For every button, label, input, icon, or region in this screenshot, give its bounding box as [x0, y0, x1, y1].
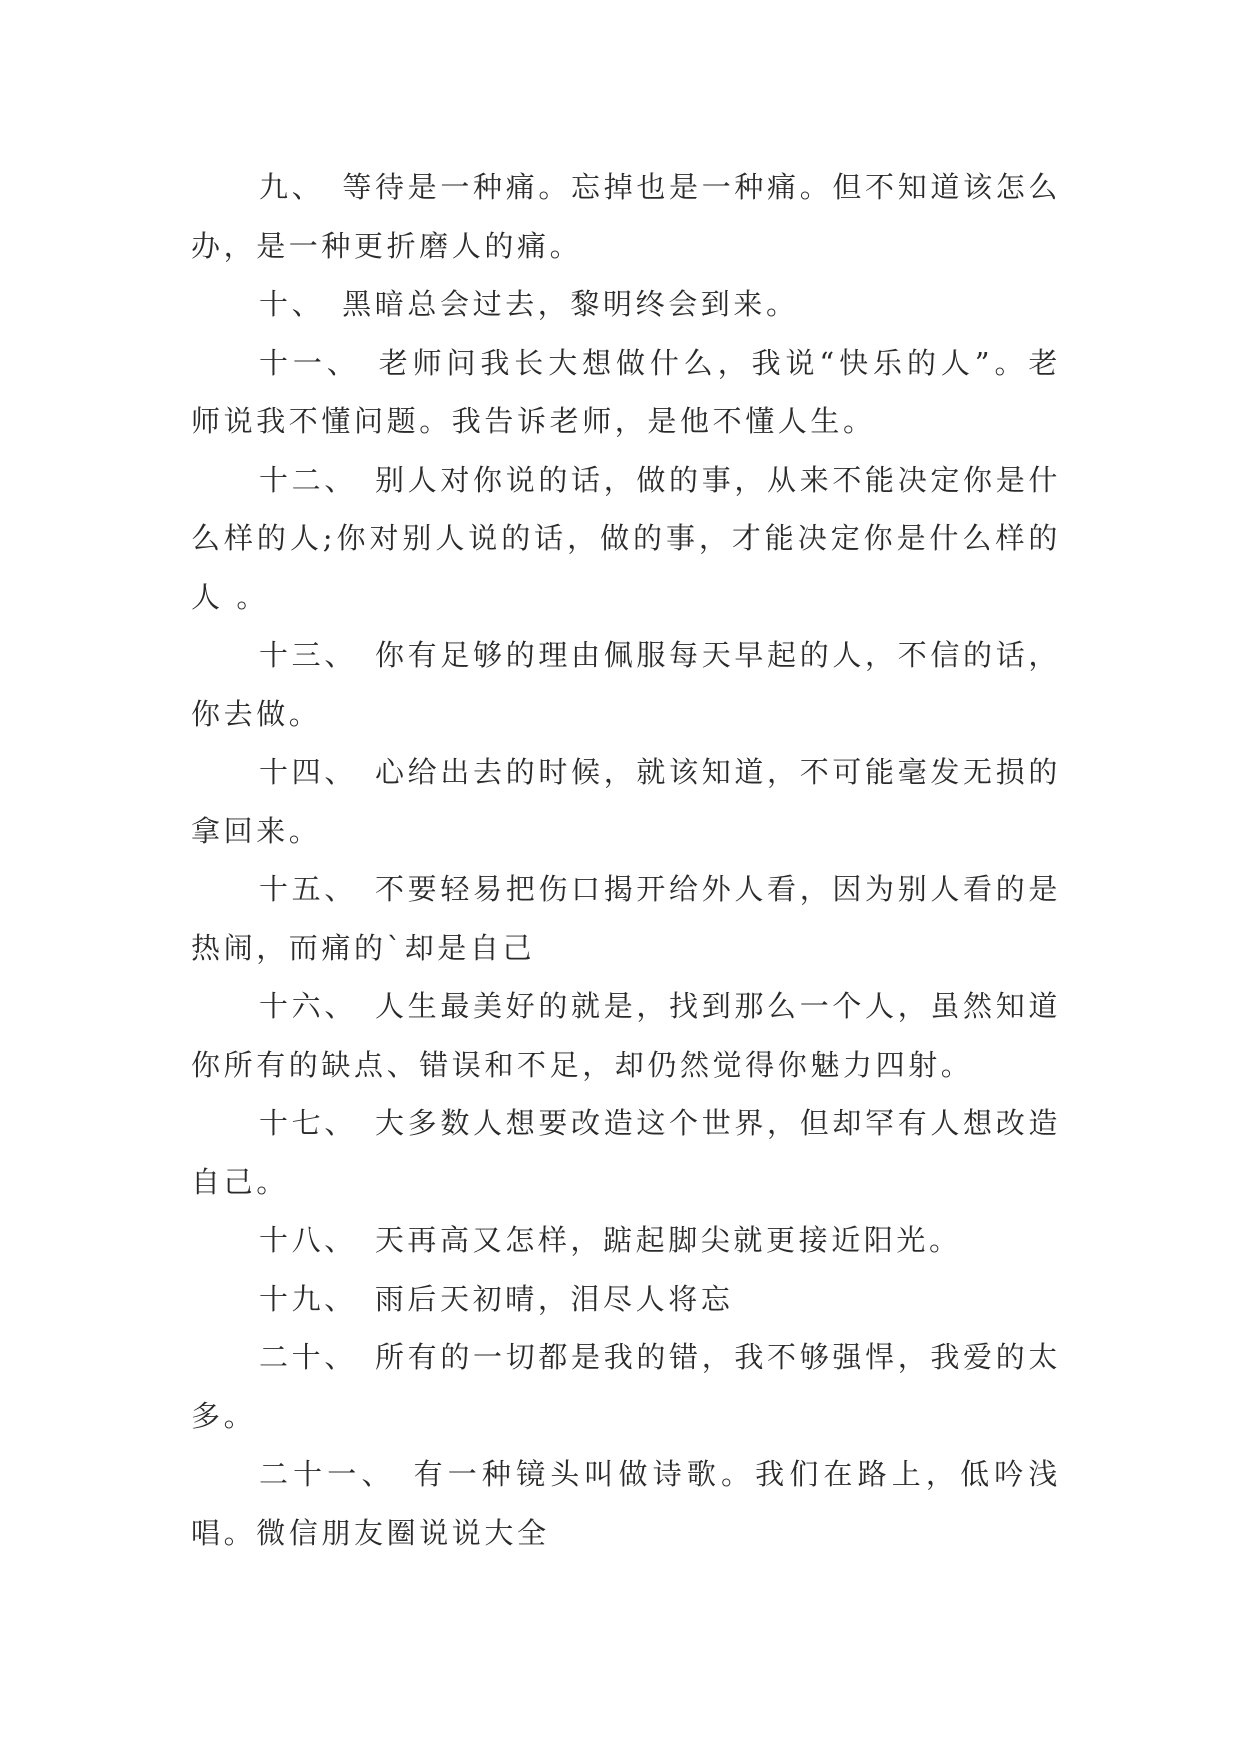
paragraph-11 — [191, 334, 1061, 451]
paragraph-13 — [191, 626, 1061, 743]
item-text: 心给出去的时候，就该知道，不可能毫发无损的拿回来。 — [191, 755, 1061, 848]
item-number: 十三、 — [259, 638, 358, 672]
paragraph-10 — [191, 275, 1061, 334]
item-text: 雨后天初晴，泪尽人将忘 — [374, 1281, 734, 1316]
item-text: 大多数人想要改造这个世界，但却罕有人想改造自己。 — [191, 1106, 1061, 1199]
document-body — [191, 158, 1061, 1562]
item-text: 天再高又怎样，踮起脚尖就更接近阳光。 — [374, 1223, 962, 1257]
item-number: 二十、 — [259, 1340, 358, 1374]
item-text: 别人对你说的话，做的事，从来不能决定你是什么样的人;你对别人说的话，做的事，才能决定你是什么样的人 。 — [191, 462, 1061, 614]
item-number: 十一、 — [259, 345, 361, 380]
item-number: 十四、 — [259, 755, 358, 789]
item-number: 十五、 — [259, 872, 358, 906]
item-number: 十六、 — [259, 989, 358, 1023]
item-number: 十八、 — [259, 1223, 357, 1257]
paragraph-18 — [191, 1211, 1061, 1270]
item-text: 人生最美好的就是，找到那么一个人，虽然知道你所有的缺点、错误和不足，却仍然觉得你魅力四射。 — [191, 989, 1061, 1082]
paragraph-15 — [191, 860, 1061, 977]
item-number: 二十一、 — [259, 1457, 396, 1491]
paragraph-17 — [191, 1094, 1061, 1211]
paragraph-21 — [191, 1445, 1061, 1562]
item-text: 你有足够的理由佩服每天早起的人，不信的话，你去做。 — [191, 638, 1061, 731]
item-text: 等待是一种痛。忘掉也是一种痛。但不知道该怎么办，是一种更折磨人的痛。 — [191, 170, 1061, 263]
item-text: 老师问我长大想做什么，我说“快乐的人”。老师说我不懂问题。我告诉老师，是他不懂人生。 — [191, 345, 1061, 438]
item-number: 九、 — [259, 170, 325, 204]
item-number: 十、 — [259, 287, 325, 321]
paragraph-9 — [191, 158, 1061, 275]
item-number: 十二、 — [259, 462, 358, 497]
paragraph-20 — [191, 1328, 1061, 1445]
item-number: 十九、 — [259, 1281, 357, 1316]
paragraph-16 — [191, 977, 1061, 1094]
paragraph-14 — [191, 743, 1061, 860]
item-text: 有一种镜头叫做诗歌。我们在路上，低吟浅唱。微信朋友圈说说大全 — [191, 1457, 1061, 1550]
item-number: 十七、 — [259, 1106, 358, 1140]
item-text: 所有的一切都是我的错，我不够强悍，我爱的太多。 — [191, 1340, 1061, 1433]
item-text: 黑暗总会过去，黎明终会到来。 — [342, 287, 799, 321]
paragraph-12 — [191, 451, 1061, 627]
paragraph-19 — [191, 1270, 1061, 1329]
item-text: 不要轻易把伤口揭开给外人看，因为别人看的是热闹，而痛的`却是自己 — [191, 872, 1061, 965]
